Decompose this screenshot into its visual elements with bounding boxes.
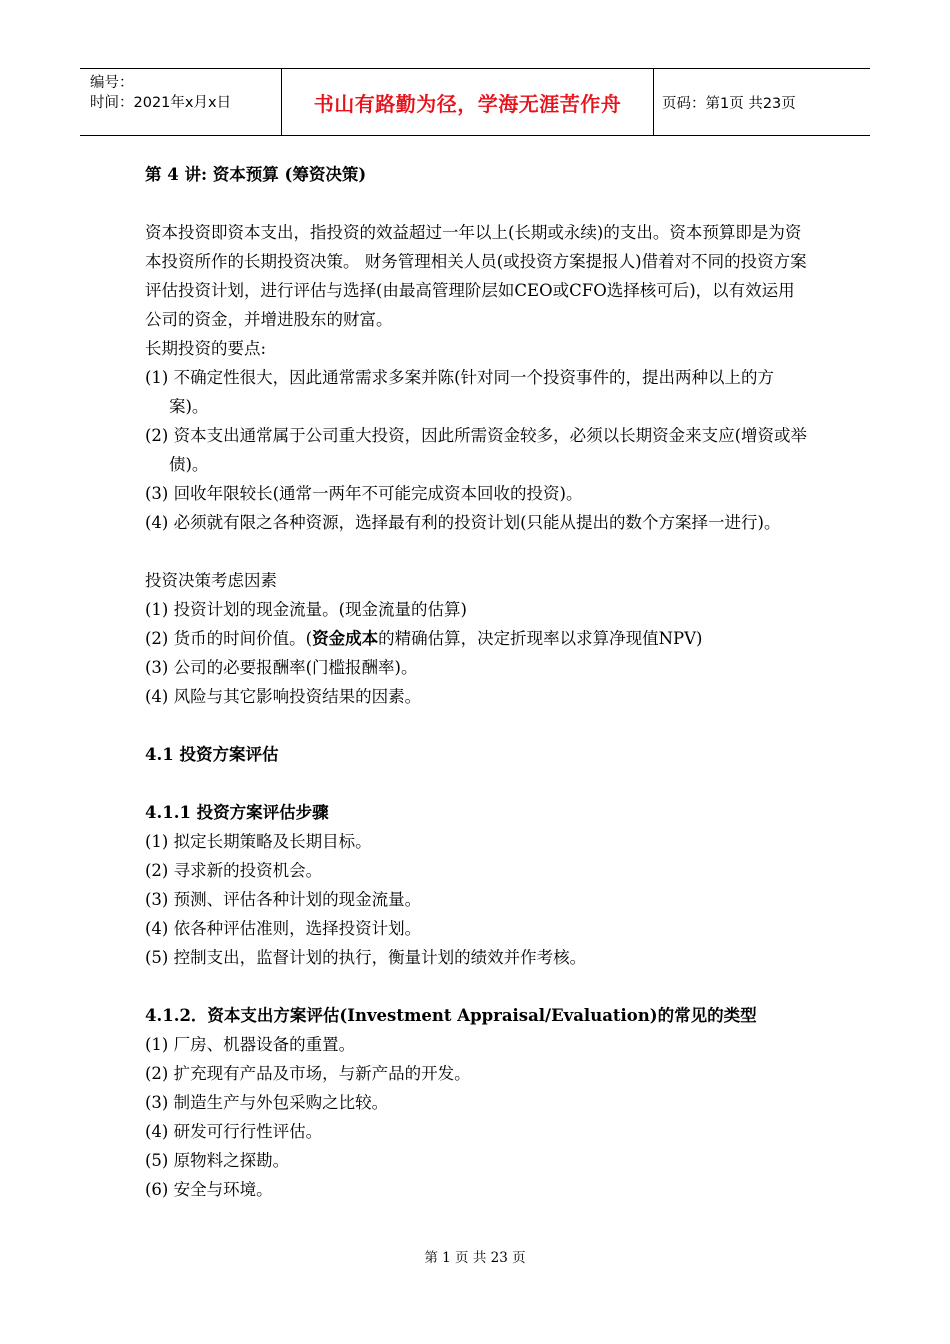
type-item: (6) 安全与环境。	[145, 1180, 273, 1199]
key-point-item: (2) 资本支出通常属于公司重大投资，因此所需资金较多，必须以长期资金来支应(增资或举债)。	[145, 426, 808, 474]
step-item: (4) 依各种评估准则，选择投资计划。	[145, 919, 422, 938]
type-item: (3) 制造生产与外包采购之比较。	[145, 1093, 389, 1112]
factors-label: 投资决策考虑因素	[145, 571, 277, 590]
factor-item: (1) 投资计划的现金流量。(现金流量的估算)	[145, 600, 467, 619]
type-item: (1) 厂房、机器设备的重置。	[145, 1035, 356, 1054]
factor-item: (4) 风险与其它影响投资结果的因素。	[145, 687, 422, 706]
key-point-item: (4) 必须就有限之各种资源，选择最有利的投资计划(只能从提出的数个方案择一进行)。	[145, 513, 781, 532]
header-motto-cell	[282, 69, 654, 135]
step-item: (3) 预测、评估各种计划的现金流量。	[145, 890, 422, 909]
section-heading-4-1-1: 4.1.1 投资方案评估步骤	[145, 803, 329, 822]
type-item: (4) 研发可行行性评估。	[145, 1122, 323, 1141]
factor-item	[145, 624, 810, 653]
lecture-title: 第 4 讲: 资本预算 (筹资决策)	[145, 165, 367, 184]
document-number-label: 编号：	[90, 75, 134, 91]
step-item: (5) 控制支出，监督计划的执行，衡量计划的绩效并作考核。	[145, 948, 587, 967]
key-points-label: 长期投资的要点:	[145, 339, 267, 358]
page-footer: 第 1 页 共 23 页	[424, 1250, 526, 1266]
factor-keyword: 资金成本	[312, 629, 379, 648]
page-info-text: 页码：第1页 共23页	[662, 95, 796, 112]
factor-text: (2) 货币的时间价值。(	[145, 629, 313, 648]
header-meta	[80, 69, 282, 135]
key-point-item: (3) 回收年限较长(通常一两年不可能完成资本回收的投资)。	[145, 484, 583, 503]
section-heading-4-1: 4.1 投资方案评估	[145, 745, 279, 764]
key-point-item: (1) 不确定性很大，因此通常需求多案并陈(针对同一个投资事件的，提出两种以上的方案)。	[145, 368, 775, 416]
header-page-info	[654, 69, 870, 135]
section-heading-4-1-2: 4.1.2．资本支出方案评估(Investment Appraisal/Evaluation)的常见的类型	[145, 1006, 757, 1025]
type-item: (2) 扩充现有产品及市场，与新产品的开发。	[145, 1064, 471, 1083]
type-item: (5) 原物料之探勘。	[145, 1151, 290, 1170]
document-body	[145, 160, 810, 1204]
page-header	[80, 68, 870, 136]
header-motto: 书山有路勤为径，学海无涯苦作舟	[313, 91, 622, 116]
factor-text: 的精确估算，决定折现率以求算净现值NPV)	[378, 629, 703, 648]
document-time: 时间：2021年x月x日	[90, 95, 232, 111]
intro-paragraph: 资本投资即资本支出，指投资的效益超过一年以上(长期或永续)的支出。资本预算即是为资本投资所作的长期投资决策。 财务管理相关人员(或投资方案提报人)借着对不同的投资方案评估投资计划，进行评估与选择(由最高管理阶层如CEO或CFO选择核可后)，以有效运用公司的资金，并增进股东的财富。	[145, 223, 807, 329]
factor-item: (3) 公司的必要报酬率(门槛报酬率)。	[145, 658, 418, 677]
step-item: (2) 寻求新的投资机会。	[145, 861, 323, 880]
step-item: (1) 拟定长期策略及长期目标。	[145, 832, 372, 851]
